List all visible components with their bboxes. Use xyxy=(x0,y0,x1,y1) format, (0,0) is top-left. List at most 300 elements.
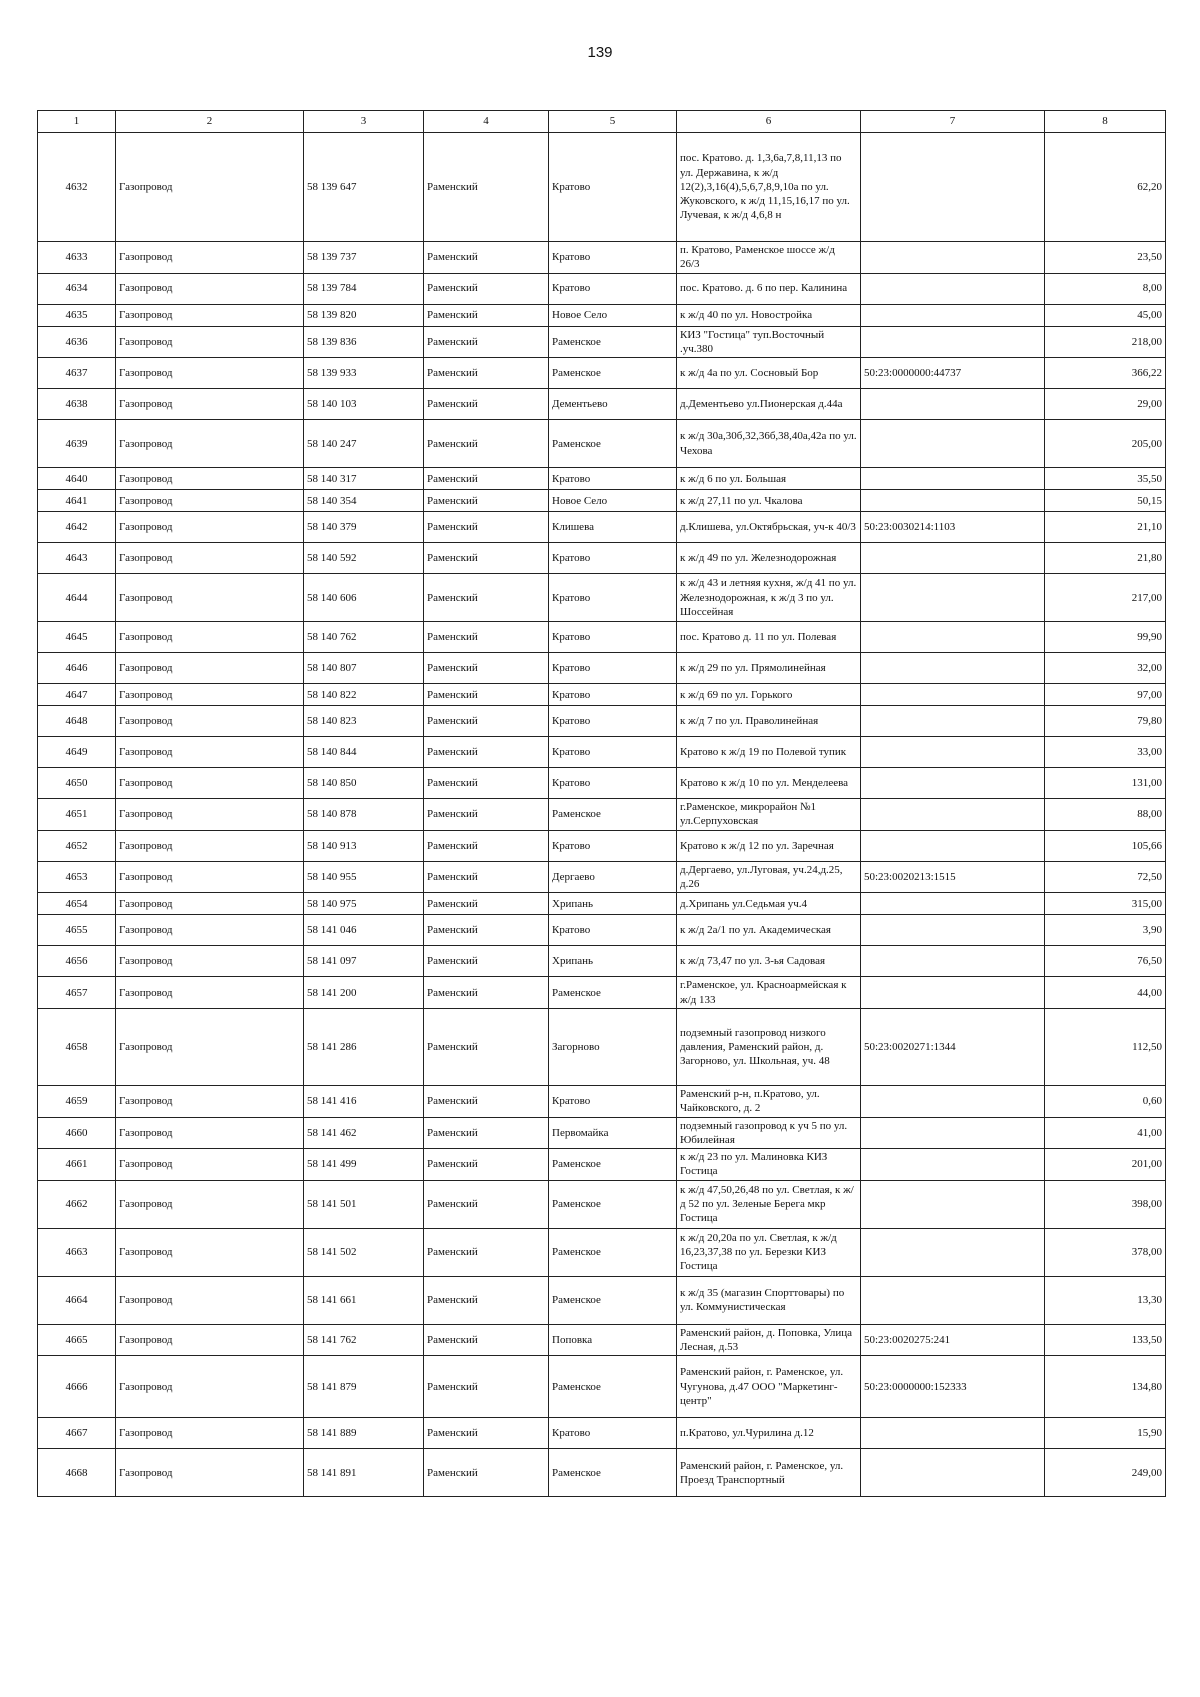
inventory-number-cell: 58 139 784 xyxy=(304,273,424,304)
table-header xyxy=(38,111,1166,133)
district-cell: Раменский xyxy=(424,242,549,274)
length-value-cell: 398,00 xyxy=(1045,1180,1166,1228)
inventory-number-cell: 58 141 879 xyxy=(304,1356,424,1418)
length-value-cell: 21,10 xyxy=(1045,512,1166,543)
row-number-cell: 4649 xyxy=(38,737,116,768)
district-cell: Раменский xyxy=(424,893,549,915)
inventory-number-cell: 58 141 502 xyxy=(304,1228,424,1276)
object-type-cell: Газопровод xyxy=(116,830,304,861)
row-number-cell: 4643 xyxy=(38,543,116,574)
column-header-1: 1 xyxy=(38,111,116,133)
row-number-cell: 4641 xyxy=(38,490,116,512)
cadastral-number-cell xyxy=(861,543,1045,574)
cadastral-number-cell xyxy=(861,1449,1045,1497)
district-cell: Раменский xyxy=(424,468,549,490)
district-cell: Раменский xyxy=(424,1149,549,1181)
district-cell: Раменский xyxy=(424,304,549,326)
district-cell: Раменский xyxy=(424,512,549,543)
inventory-number-cell: 58 140 592 xyxy=(304,543,424,574)
length-value-cell: 13,30 xyxy=(1045,1276,1166,1324)
inventory-number-cell: 58 140 379 xyxy=(304,512,424,543)
settlement-cell: Раменское xyxy=(549,1276,677,1324)
object-type-cell: Газопровод xyxy=(116,304,304,326)
row-number-cell: 4656 xyxy=(38,946,116,977)
table-row xyxy=(38,1449,1166,1497)
table-row xyxy=(38,1085,1166,1117)
row-number-cell: 4637 xyxy=(38,358,116,389)
address-cell: д.Клишева, ул.Октябрьская, уч-к 40/3 xyxy=(677,512,861,543)
table-row xyxy=(38,242,1166,274)
length-value-cell: 79,80 xyxy=(1045,706,1166,737)
object-type-cell: Газопровод xyxy=(116,1276,304,1324)
inventory-number-cell: 58 140 878 xyxy=(304,799,424,831)
object-type-cell: Газопровод xyxy=(116,893,304,915)
length-value-cell: 0,60 xyxy=(1045,1085,1166,1117)
table-row xyxy=(38,622,1166,653)
length-value-cell: 8,00 xyxy=(1045,273,1166,304)
district-cell: Раменский xyxy=(424,768,549,799)
column-header-8: 8 xyxy=(1045,111,1166,133)
object-type-cell: Газопровод xyxy=(116,1149,304,1181)
inventory-number-cell: 58 140 354 xyxy=(304,490,424,512)
row-number-cell: 4653 xyxy=(38,861,116,893)
table-row xyxy=(38,1276,1166,1324)
cadastral-number-cell xyxy=(861,273,1045,304)
address-cell: подземный газопровод к уч 5 по ул. Юбилейная xyxy=(677,1117,861,1149)
cadastral-number-cell xyxy=(861,1085,1045,1117)
address-cell: Раменский район, г. Раменское, ул. Чугунова, д.47 ООО "Маркетинг-центр" xyxy=(677,1356,861,1418)
address-cell: Кратово к ж/д 12 по ул. Заречная xyxy=(677,830,861,861)
cadastral-number-cell xyxy=(861,1276,1045,1324)
length-value-cell: 44,00 xyxy=(1045,977,1166,1009)
address-cell: к ж/д 30а,30б,32,36б,38,40а,42а по ул. Чехова xyxy=(677,420,861,468)
length-value-cell: 366,22 xyxy=(1045,358,1166,389)
length-value-cell: 15,90 xyxy=(1045,1418,1166,1449)
district-cell: Раменский xyxy=(424,706,549,737)
row-number-cell: 4647 xyxy=(38,684,116,706)
table-row xyxy=(38,490,1166,512)
address-cell: пос. Кратово. д. 6 по пер. Калинина xyxy=(677,273,861,304)
settlement-cell: Кратово xyxy=(549,273,677,304)
inventory-number-cell: 58 140 975 xyxy=(304,893,424,915)
district-cell: Раменский xyxy=(424,1324,549,1356)
address-cell: п.Кратово, ул.Чурилина д.12 xyxy=(677,1418,861,1449)
length-value-cell: 50,15 xyxy=(1045,490,1166,512)
object-type-cell: Газопровод xyxy=(116,861,304,893)
length-value-cell: 62,20 xyxy=(1045,133,1166,242)
row-number-cell: 4667 xyxy=(38,1418,116,1449)
cadastral-number-cell xyxy=(861,490,1045,512)
settlement-cell: Дементьево xyxy=(549,389,677,420)
address-cell: к ж/д 69 по ул. Горького xyxy=(677,684,861,706)
district-cell: Раменский xyxy=(424,1008,549,1085)
table-row xyxy=(38,468,1166,490)
district-cell: Раменский xyxy=(424,273,549,304)
district-cell: Раменский xyxy=(424,1228,549,1276)
address-cell: пос. Кратово. д. 1,3,6а,7,8,11,13 по ул. Державина, к ж/д 12(2),3,16(4),5,6,7,8,9,10а по ул. Жуковского, к ж/д 11,15,16,17 по ул. Лучевая, к ж/д 4,6,8 н xyxy=(677,133,861,242)
row-number-cell: 4664 xyxy=(38,1276,116,1324)
cadastral-number-cell: 50:23:0020213:1515 xyxy=(861,861,1045,893)
length-value-cell: 45,00 xyxy=(1045,304,1166,326)
district-cell: Раменский xyxy=(424,684,549,706)
object-type-cell: Газопровод xyxy=(116,574,304,622)
page-number: 139 xyxy=(587,44,613,61)
district-cell: Раменский xyxy=(424,915,549,946)
cadastral-number-cell xyxy=(861,768,1045,799)
row-number-cell: 4648 xyxy=(38,706,116,737)
address-cell: г.Раменское, ул. Красноармейская к ж/д 133 xyxy=(677,977,861,1009)
column-header-4: 4 xyxy=(424,111,549,133)
table-row xyxy=(38,512,1166,543)
object-type-cell: Газопровод xyxy=(116,468,304,490)
object-type-cell: Газопровод xyxy=(116,512,304,543)
district-cell: Раменский xyxy=(424,1276,549,1324)
table-row xyxy=(38,1149,1166,1181)
table-row xyxy=(38,737,1166,768)
cadastral-number-cell xyxy=(861,420,1045,468)
cadastral-number-cell xyxy=(861,946,1045,977)
table-row xyxy=(38,326,1166,358)
length-value-cell: 99,90 xyxy=(1045,622,1166,653)
table-row xyxy=(38,861,1166,893)
inventory-number-cell: 58 140 822 xyxy=(304,684,424,706)
district-cell: Раменский xyxy=(424,1418,549,1449)
length-value-cell: 205,00 xyxy=(1045,420,1166,468)
cadastral-number-cell xyxy=(861,706,1045,737)
length-value-cell: 105,66 xyxy=(1045,830,1166,861)
row-number-cell: 4658 xyxy=(38,1008,116,1085)
object-type-cell: Газопровод xyxy=(116,543,304,574)
cadastral-number-cell xyxy=(861,684,1045,706)
object-type-cell: Газопровод xyxy=(116,273,304,304)
length-value-cell: 3,90 xyxy=(1045,915,1166,946)
settlement-cell: Кратово xyxy=(549,543,677,574)
inventory-number-cell: 58 140 955 xyxy=(304,861,424,893)
settlement-cell: Раменское xyxy=(549,326,677,358)
object-type-cell: Газопровод xyxy=(116,946,304,977)
district-cell: Раменский xyxy=(424,574,549,622)
address-cell: подземный газопровод низкого давления, Раменский район, д. Загорново, ул. Школьная, уч. 48 xyxy=(677,1008,861,1085)
inventory-number-cell: 58 140 823 xyxy=(304,706,424,737)
inventory-number-cell: 58 139 836 xyxy=(304,326,424,358)
inventory-number-cell: 58 139 737 xyxy=(304,242,424,274)
settlement-cell: Кратово xyxy=(549,653,677,684)
length-value-cell: 134,80 xyxy=(1045,1356,1166,1418)
object-type-cell: Газопровод xyxy=(116,799,304,831)
settlement-cell: Кратово xyxy=(549,468,677,490)
district-cell: Раменский xyxy=(424,622,549,653)
cadastral-number-cell xyxy=(861,389,1045,420)
object-type-cell: Газопровод xyxy=(116,242,304,274)
table-row xyxy=(38,653,1166,684)
cadastral-number-cell xyxy=(861,1180,1045,1228)
row-number-cell: 4635 xyxy=(38,304,116,326)
table-row xyxy=(38,977,1166,1009)
row-number-cell: 4654 xyxy=(38,893,116,915)
settlement-cell: Кратово xyxy=(549,706,677,737)
settlement-cell: Кратово xyxy=(549,622,677,653)
district-cell: Раменский xyxy=(424,133,549,242)
length-value-cell: 35,50 xyxy=(1045,468,1166,490)
inventory-number-cell: 58 140 844 xyxy=(304,737,424,768)
object-type-cell: Газопровод xyxy=(116,737,304,768)
cadastral-number-cell xyxy=(861,622,1045,653)
length-value-cell: 201,00 xyxy=(1045,1149,1166,1181)
table-row xyxy=(38,574,1166,622)
settlement-cell: Кратово xyxy=(549,737,677,768)
inventory-number-cell: 58 141 286 xyxy=(304,1008,424,1085)
length-value-cell: 33,00 xyxy=(1045,737,1166,768)
inventory-number-cell: 58 141 097 xyxy=(304,946,424,977)
cadastral-number-cell xyxy=(861,1418,1045,1449)
length-value-cell: 21,80 xyxy=(1045,543,1166,574)
table-row xyxy=(38,304,1166,326)
length-value-cell: 315,00 xyxy=(1045,893,1166,915)
row-number-cell: 4639 xyxy=(38,420,116,468)
settlement-cell: Кратово xyxy=(549,684,677,706)
cadastral-number-cell xyxy=(861,1117,1045,1149)
row-number-cell: 4665 xyxy=(38,1324,116,1356)
object-type-cell: Газопровод xyxy=(116,1356,304,1418)
inventory-number-cell: 58 139 820 xyxy=(304,304,424,326)
table-body xyxy=(38,133,1166,1497)
table-row xyxy=(38,684,1166,706)
length-value-cell: 88,00 xyxy=(1045,799,1166,831)
object-type-cell: Газопровод xyxy=(116,977,304,1009)
object-type-cell: Газопровод xyxy=(116,1117,304,1149)
registry-table xyxy=(37,110,1166,1497)
table-row xyxy=(38,1228,1166,1276)
cadastral-number-cell xyxy=(861,242,1045,274)
cadastral-number-cell: 50:23:0030214:1103 xyxy=(861,512,1045,543)
address-cell: к ж/д 35 (магазин Спорттовары) по ул. Коммунистическая xyxy=(677,1276,861,1324)
length-value-cell: 112,50 xyxy=(1045,1008,1166,1085)
table-row xyxy=(38,830,1166,861)
object-type-cell: Газопровод xyxy=(116,1324,304,1356)
cadastral-number-cell xyxy=(861,653,1045,684)
object-type-cell: Газопровод xyxy=(116,1180,304,1228)
inventory-number-cell: 58 141 762 xyxy=(304,1324,424,1356)
district-cell: Раменский xyxy=(424,1449,549,1497)
cadastral-number-cell xyxy=(861,737,1045,768)
row-number-cell: 4638 xyxy=(38,389,116,420)
table-row xyxy=(38,915,1166,946)
settlement-cell: Кратово xyxy=(549,133,677,242)
length-value-cell: 131,00 xyxy=(1045,768,1166,799)
settlement-cell: Кратово xyxy=(549,915,677,946)
cadastral-number-cell xyxy=(861,977,1045,1009)
address-cell: к ж/д 43 и летняя кухня, ж/д 41 по ул. Железнодорожная, к ж/д 3 по ул. Шоссейная xyxy=(677,574,861,622)
table-row xyxy=(38,420,1166,468)
row-number-cell: 4646 xyxy=(38,653,116,684)
address-cell: Кратово к ж/д 19 по Полевой тупик xyxy=(677,737,861,768)
table-row xyxy=(38,389,1166,420)
length-value-cell: 218,00 xyxy=(1045,326,1166,358)
district-cell: Раменский xyxy=(424,543,549,574)
object-type-cell: Газопровод xyxy=(116,915,304,946)
inventory-number-cell: 58 141 200 xyxy=(304,977,424,1009)
district-cell: Раменский xyxy=(424,420,549,468)
address-cell: к ж/д 6 по ул. Большая xyxy=(677,468,861,490)
table-row xyxy=(38,706,1166,737)
column-header-5: 5 xyxy=(549,111,677,133)
settlement-cell: Раменское xyxy=(549,1356,677,1418)
settlement-cell: Кратово xyxy=(549,574,677,622)
table-row xyxy=(38,543,1166,574)
district-cell: Раменский xyxy=(424,1180,549,1228)
district-cell: Раменский xyxy=(424,737,549,768)
settlement-cell: Новое Село xyxy=(549,490,677,512)
address-cell: к ж/д 2а/1 по ул. Академическая xyxy=(677,915,861,946)
settlement-cell: Хрипань xyxy=(549,893,677,915)
address-cell: к ж/д 73,47 по ул. 3-ья Садовая xyxy=(677,946,861,977)
length-value-cell: 29,00 xyxy=(1045,389,1166,420)
cadastral-number-cell xyxy=(861,1149,1045,1181)
row-number-cell: 4655 xyxy=(38,915,116,946)
inventory-number-cell: 58 139 933 xyxy=(304,358,424,389)
cadastral-number-cell xyxy=(861,304,1045,326)
table-row xyxy=(38,1008,1166,1085)
inventory-number-cell: 58 140 103 xyxy=(304,389,424,420)
district-cell: Раменский xyxy=(424,977,549,1009)
address-cell: к ж/д 27,11 по ул. Чкалова xyxy=(677,490,861,512)
header-row xyxy=(38,111,1166,133)
address-cell: д.Дементьево ул.Пионерская д.44а xyxy=(677,389,861,420)
row-number-cell: 4661 xyxy=(38,1149,116,1181)
settlement-cell: Первомайка xyxy=(549,1117,677,1149)
address-cell: Раменский р-н, п.Кратово, ул. Чайковского, д. 2 xyxy=(677,1085,861,1117)
object-type-cell: Газопровод xyxy=(116,1085,304,1117)
row-number-cell: 4660 xyxy=(38,1117,116,1149)
length-value-cell: 41,00 xyxy=(1045,1117,1166,1149)
settlement-cell: Поповка xyxy=(549,1324,677,1356)
row-number-cell: 4632 xyxy=(38,133,116,242)
district-cell: Раменский xyxy=(424,799,549,831)
table-row xyxy=(38,1180,1166,1228)
address-cell: Раменский район, г. Раменское, ул. Проезд Транспортный xyxy=(677,1449,861,1497)
inventory-number-cell: 58 140 317 xyxy=(304,468,424,490)
row-number-cell: 4662 xyxy=(38,1180,116,1228)
row-number-cell: 4644 xyxy=(38,574,116,622)
district-cell: Раменский xyxy=(424,490,549,512)
object-type-cell: Газопровод xyxy=(116,768,304,799)
table-row xyxy=(38,273,1166,304)
address-cell: к ж/д 40 по ул. Новостройка xyxy=(677,304,861,326)
length-value-cell: 217,00 xyxy=(1045,574,1166,622)
column-header-6: 6 xyxy=(677,111,861,133)
cadastral-number-cell: 50:23:0000000:152333 xyxy=(861,1356,1045,1418)
address-cell: к ж/д 20,20а по ул. Светлая, к ж/д 16,23,37,38 по ул. Березки КИЗ Гостица xyxy=(677,1228,861,1276)
object-type-cell: Газопровод xyxy=(116,706,304,737)
row-number-cell: 4659 xyxy=(38,1085,116,1117)
inventory-number-cell: 58 141 462 xyxy=(304,1117,424,1149)
table-row xyxy=(38,893,1166,915)
table-row xyxy=(38,799,1166,831)
address-cell: к ж/д 4а по ул. Сосновый Бор xyxy=(677,358,861,389)
length-value-cell: 72,50 xyxy=(1045,861,1166,893)
length-value-cell: 76,50 xyxy=(1045,946,1166,977)
object-type-cell: Газопровод xyxy=(116,389,304,420)
cadastral-number-cell xyxy=(861,574,1045,622)
table-row xyxy=(38,1418,1166,1449)
address-cell: КИЗ "Гостица" туп.Восточный .уч.380 xyxy=(677,326,861,358)
inventory-number-cell: 58 140 762 xyxy=(304,622,424,653)
object-type-cell: Газопровод xyxy=(116,622,304,653)
district-cell: Раменский xyxy=(424,830,549,861)
cadastral-number-cell xyxy=(861,915,1045,946)
inventory-number-cell: 58 141 416 xyxy=(304,1085,424,1117)
length-value-cell: 378,00 xyxy=(1045,1228,1166,1276)
settlement-cell: Раменское xyxy=(549,1449,677,1497)
table-row xyxy=(38,133,1166,242)
cadastral-number-cell xyxy=(861,799,1045,831)
address-cell: к ж/д 23 по ул. Малиновка КИЗ Гостица xyxy=(677,1149,861,1181)
settlement-cell: Раменское xyxy=(549,358,677,389)
row-number-cell: 4651 xyxy=(38,799,116,831)
object-type-cell: Газопровод xyxy=(116,326,304,358)
object-type-cell: Газопровод xyxy=(116,1008,304,1085)
row-number-cell: 4633 xyxy=(38,242,116,274)
settlement-cell: Раменское xyxy=(549,1180,677,1228)
column-header-3: 3 xyxy=(304,111,424,133)
table-row xyxy=(38,1356,1166,1418)
row-number-cell: 4668 xyxy=(38,1449,116,1497)
district-cell: Раменский xyxy=(424,1085,549,1117)
address-cell: Кратово к ж/д 10 по ул. Менделеева xyxy=(677,768,861,799)
inventory-number-cell: 58 141 501 xyxy=(304,1180,424,1228)
cadastral-number-cell xyxy=(861,1228,1045,1276)
settlement-cell: Новое Село xyxy=(549,304,677,326)
object-type-cell: Газопровод xyxy=(116,684,304,706)
district-cell: Раменский xyxy=(424,861,549,893)
address-cell: г.Раменское, микрорайон №1 ул.Серпуховская xyxy=(677,799,861,831)
settlement-cell: Кратово xyxy=(549,1085,677,1117)
address-cell: к ж/д 29 по ул. Прямолинейная xyxy=(677,653,861,684)
address-cell: д.Дергаево, ул.Луговая, уч.24,д.25, д.26 xyxy=(677,861,861,893)
district-cell: Раменский xyxy=(424,326,549,358)
object-type-cell: Газопровод xyxy=(116,1418,304,1449)
length-value-cell: 133,50 xyxy=(1045,1324,1166,1356)
inventory-number-cell: 58 141 046 xyxy=(304,915,424,946)
address-cell: д.Хрипань ул.Седьмая уч.4 xyxy=(677,893,861,915)
cadastral-number-cell: 50:23:0020275:241 xyxy=(861,1324,1045,1356)
settlement-cell: Раменское xyxy=(549,799,677,831)
district-cell: Раменский xyxy=(424,358,549,389)
settlement-cell: Раменское xyxy=(549,977,677,1009)
table-row xyxy=(38,768,1166,799)
cadastral-number-cell xyxy=(861,830,1045,861)
object-type-cell: Газопровод xyxy=(116,358,304,389)
row-number-cell: 4657 xyxy=(38,977,116,1009)
table-row xyxy=(38,946,1166,977)
settlement-cell: Дергаево xyxy=(549,861,677,893)
object-type-cell: Газопровод xyxy=(116,1228,304,1276)
inventory-number-cell: 58 140 807 xyxy=(304,653,424,684)
district-cell: Раменский xyxy=(424,653,549,684)
settlement-cell: Кратово xyxy=(549,830,677,861)
inventory-number-cell: 58 140 913 xyxy=(304,830,424,861)
settlement-cell: Кратово xyxy=(549,242,677,274)
table-row xyxy=(38,1117,1166,1149)
inventory-number-cell: 58 141 891 xyxy=(304,1449,424,1497)
settlement-cell: Хрипань xyxy=(549,946,677,977)
address-cell: Раменский район, д. Поповка, Улица Лесная, д.53 xyxy=(677,1324,861,1356)
length-value-cell: 32,00 xyxy=(1045,653,1166,684)
district-cell: Раменский xyxy=(424,1117,549,1149)
row-number-cell: 4663 xyxy=(38,1228,116,1276)
row-number-cell: 4666 xyxy=(38,1356,116,1418)
row-number-cell: 4640 xyxy=(38,468,116,490)
